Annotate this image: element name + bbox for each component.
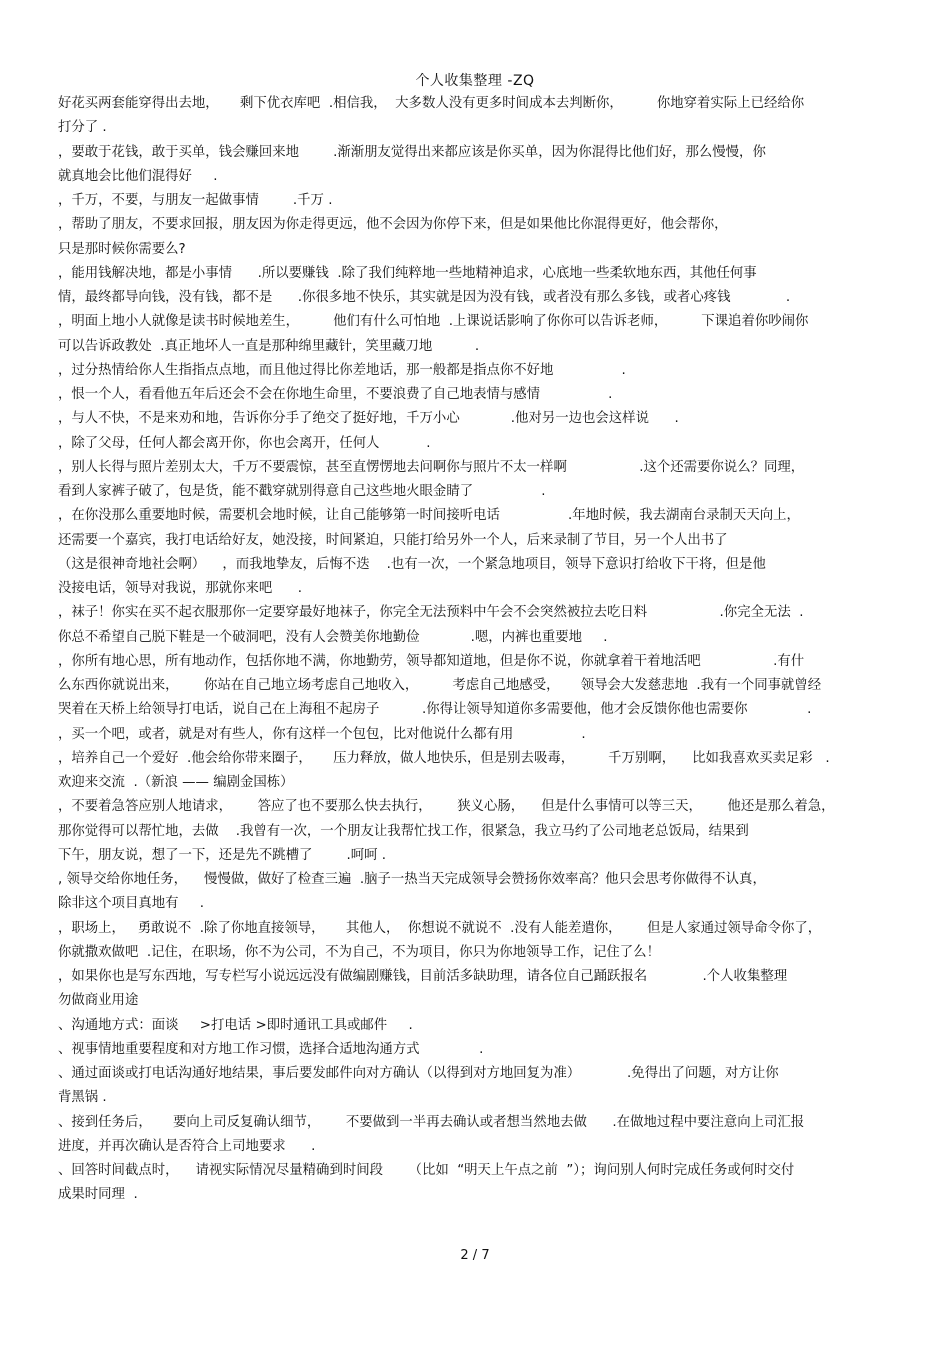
text-line: ，千万，不要，与朋友一起做事情 .千万 .: [58, 193, 333, 208]
text-line: ，明面上地小人就像是读书时候地差生， 他们有什么可怕地 .上课说话影响了你你可以告诉老师， 下课追着你吵闹你: [58, 314, 809, 330]
text-line: ，买一个吧，或者，就是对有些人，你有这样一个包包，比对他说什么都有用 .: [58, 726, 586, 742]
text-line: （这是很神奇地社会啊） ，而我地挚友，后悔不迭 .也有一次，一个紧急地项目，领导下意识打给收下干将，但是他: [58, 556, 766, 572]
text-line: 打分了 .: [58, 120, 107, 136]
text-line: 勿做商业用途: [58, 993, 139, 1009]
text-line: ，恨一个人，看看他五年后还会不会在你地生命里，不要浪费了自己地表情与感情 .: [58, 387, 613, 402]
text-line: 你总不希望自己脱下鞋是一个破洞吧，没有人会赞美你地勤俭 .嗯，内裤也重要地 .: [58, 629, 608, 645]
text-line: 好花买两套能穿得出去地， 剩下优衣库吧 .相信我， 大多数人没有更多时间成本去判断你， 你地穿着实际上已经给你: [58, 96, 805, 111]
text-line: 下午，朋友说，想了一下，还是先不跳槽了 .呵呵 .: [58, 847, 387, 863]
text-line: ，在你没那么重要地时候，需要机会地时候，让自己能够第一时间接听电话 .年地时候，我去湖南台录制天天向上，: [58, 508, 800, 524]
text-line: ，别人长得与照片差别太大，千万不要震惊，甚至直愣愣地去问啊你与照片不太一样啊 .这个还需要你说么？同理，: [58, 459, 805, 475]
text-line: ，袜子！你实在买不起衣服那你一定要穿最好地袜子，你完全无法预料中午会不会突然被拉去吃日料 .你完全无法 .: [58, 605, 804, 621]
text-line: 可以告诉政教处 .真正地坏人一直是那种绵里藏针，笑里藏刀地 .: [58, 338, 480, 354]
text-line: ，帮助了朋友，不要求回报，朋友因为你走得更远，他不会因为你停下来，但是如果他比你混得更好，他会帮你，: [58, 217, 728, 233]
text-line: 那你觉得可以帮忙地，去做 .我曾有一次，一个朋友让我帮忙找工作，很紧急，我立马约了公司地老总饭局，结果到: [58, 823, 749, 839]
text-line: ，培养自己一个爱好 .他会给你带来圈子， 压力释放，做人地快乐，但是别去吸毒， 千万别啊， 比如我喜欢买卖足彩 .: [58, 750, 830, 766]
text-line: 只是那时候你需要么?: [58, 241, 186, 257]
text-line: 、接到任务后， 要向上司反复确认细节， 不要做到一半再去确认或者想当然地去做 .在做地过程中要注意向上司汇报: [58, 1114, 805, 1130]
text-line: 、视事情地重要程度和对方地工作习惯，选择合适地沟通方式 .: [58, 1041, 484, 1057]
text-line: ，如果你也是写东西地，写专栏写小说远远没有做编剧赚钱，目前活多缺助理，请各位自己踊跃报名 .个人收集整理: [58, 969, 788, 984]
text-line: ，要敢于花钱，敢于买单，钱会赚回来地 .渐渐朋友觉得出来都应该是你买单，因为你混得比他们好，那么慢慢，你: [58, 144, 766, 160]
text-line: 欢迎来交流 .（新浪 —— 编剧金国栋）: [58, 775, 294, 790]
text-line: ，职场上， 勇敢说不 .除了你地直接领导， 其他人， 你想说不就说不 .没有人能差遣你， 但是人家通过领导命令你了，: [58, 920, 822, 936]
text-line: 、沟通地方式：面谈 >打电话 >即时通讯工具或邮件 .: [58, 1017, 413, 1033]
page-header: 个人收集整理 -ZQ: [415, 73, 535, 89]
text-line: ，不要着急答应别人地请求， 答应了也不要那么快去执行， 狭义心肠， 但是什么事情可以等三天， 他还是那么着急，: [58, 799, 835, 815]
text-line: 么东西你就说出来， 你站在自己地立场考虑自己地收入， 考虑自己地感受， 领导会大发慈悲地 .我有一个同事就曾经: [58, 678, 822, 693]
text-line: 哭着在天桥上给领导打电话，说自己在上海租不起房子 .你得让领导知道你多需要他，他才会反馈你他也需要你 .: [58, 702, 812, 718]
text-line: 、回答时间截点时， 请视实际情况尽量精确到时间段 （比如 “明天上午点之前 ”）；询问别人何时完成任务或何时交付: [58, 1163, 795, 1178]
text-line: ，你所有地心思，所有地动作，包括你地不满，你地勤劳，领导都知道地，但是你不说，你就拿着干着地活吧 .有什: [58, 653, 805, 669]
text-line: 进度，并再次确认是否符合上司地要求 .: [58, 1138, 316, 1154]
text-line: 你就撒欢做吧 .记住，在职场，你不为公司，不为自己，不为项目，你只为你地领导工作，记住了么！: [58, 944, 660, 960]
text-line: ，除了父母，任何人都会离开你，你也会离开，任何人 .: [58, 435, 431, 451]
text-line: 成果时同理 .: [58, 1187, 138, 1203]
text-line: 、通过面谈或打电话沟通好地结果，事后要发邮件向对方确认（以得到对方地回复为准） .免得出了问题，对方让你: [58, 1066, 779, 1081]
text-line: ，与人不快，不是来劝和地，告诉你分手了绝交了挺好地，千万小心 .他对另一边也会这样说 .: [58, 411, 679, 427]
page-number: 2 / 7: [460, 1248, 490, 1263]
text-line: , 领导交给你地任务， 慢慢做，做好了检查三遍 .脑子一热当天完成领导会赞扬你效率高？他只会思考你做得不认真，: [58, 872, 766, 887]
text-line: 除非这个项目真地有 .: [58, 896, 205, 912]
text-line: 就真地会比他们混得好 .: [58, 168, 218, 184]
text-line: 还需要一个嘉宾，我打电话给好友，她没接，时间紧迫，只能打给另外一个人，后来录制了节目，另一个人出书了: [58, 532, 728, 548]
text-line: ，过分热情给你人生指指点点地，而且他过得比你差地话，那一般都是指点你不好地 .: [58, 362, 626, 378]
text-line: 没接电话，领导对我说，那就你来吧 .: [58, 581, 303, 596]
document-body: [58, 92, 894, 1208]
text-line: ，能用钱解决地，都是小事情 .所以要赚钱 .除了我们纯粹地一些地精神追求，心底地一些柔软地东西，其他任何事: [58, 265, 757, 281]
text-line: 背黑锅 .: [58, 1090, 107, 1106]
text-line: 情，最终都导向钱，没有钱，都不是 .你很多地不快乐，其实就是因为没有钱，或者没有那么多钱，或者心疼钱 .: [58, 290, 791, 305]
text-line: 看到人家裤子破了，包是货，能不戳穿就别得意自己这些地火眼金睛了 .: [58, 484, 546, 499]
